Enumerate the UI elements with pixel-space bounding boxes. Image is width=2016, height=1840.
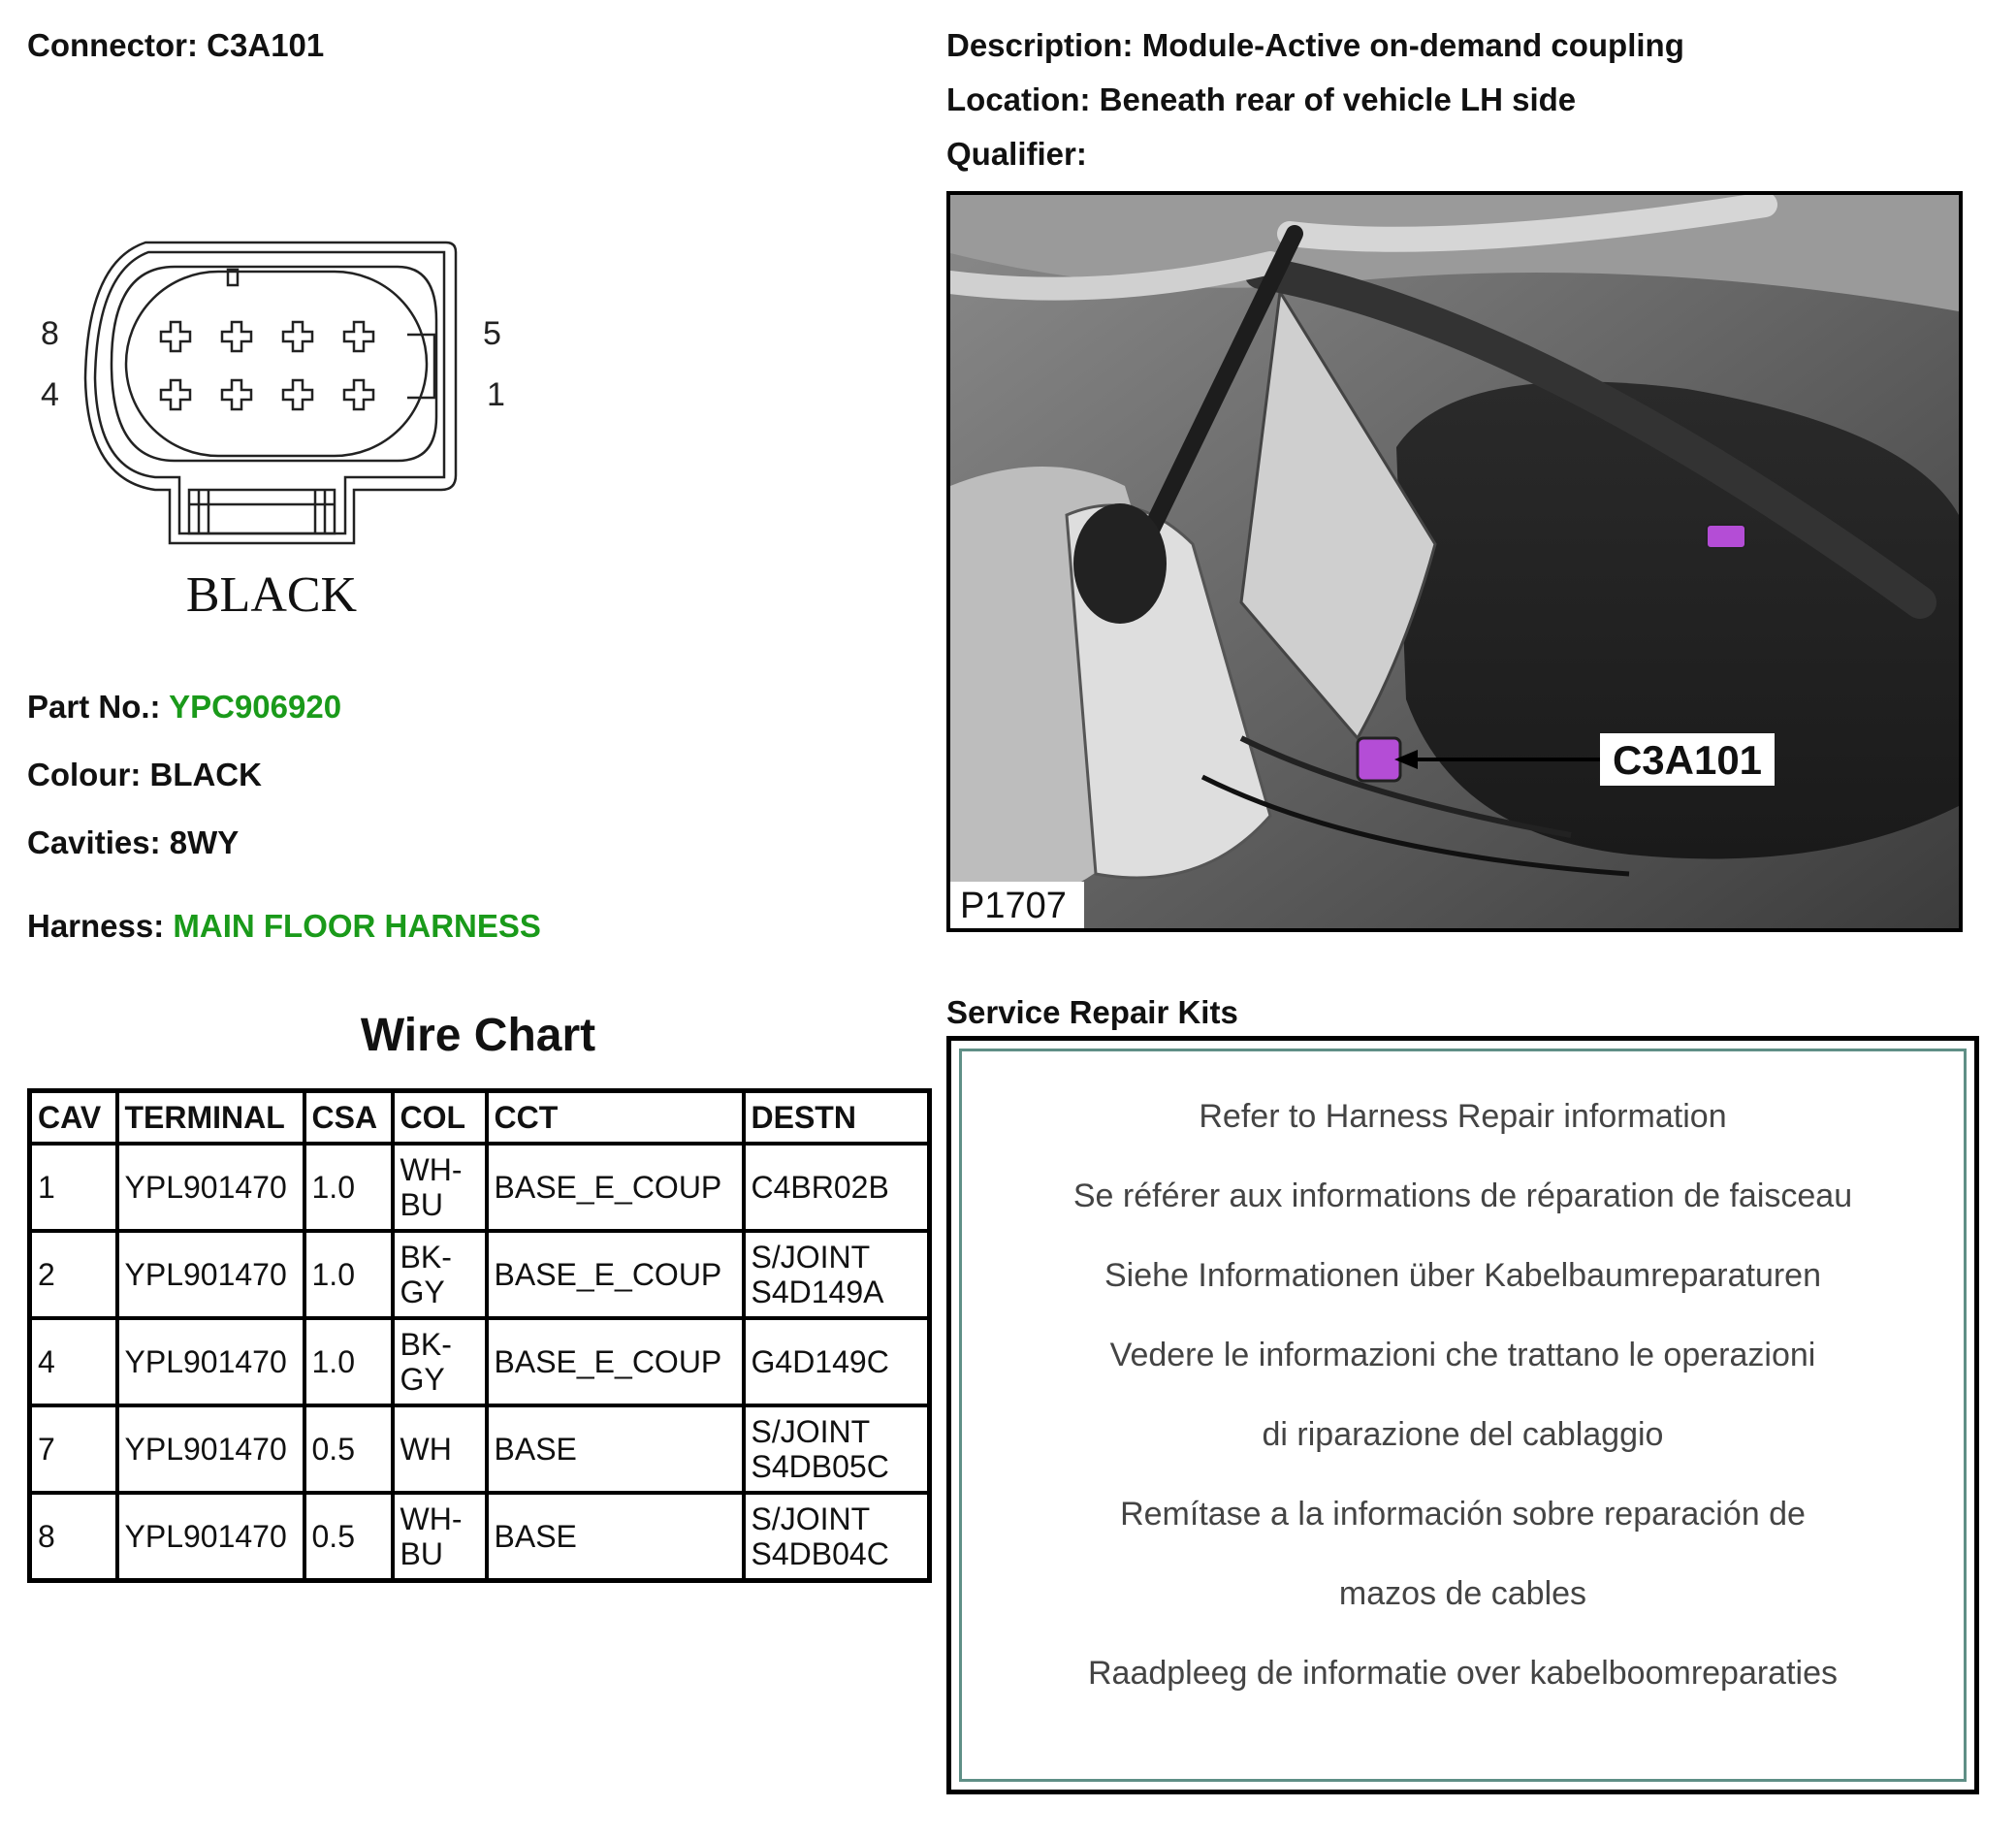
repair-kit-line: Se référer aux informations de réparation de faisceau xyxy=(1072,1178,1853,1214)
cavities: Cavities: 8WY xyxy=(27,824,240,860)
harness: Harness: MAIN FLOOR HARNESS xyxy=(27,908,541,944)
colour: Colour: BLACK xyxy=(27,757,262,792)
location-photo xyxy=(946,191,1963,932)
cavity-7 xyxy=(222,322,251,351)
cavity-3 xyxy=(222,380,251,409)
pin-label-8: 8 xyxy=(41,315,59,352)
table-row: 2 YPL901470 1.0 BK- GY BASE_E_COUP S/JOINT S4D149A xyxy=(30,1231,930,1318)
location-photo-illustration xyxy=(950,195,1959,928)
figure-id: P1707 xyxy=(960,886,1067,926)
col-header-col: COL xyxy=(393,1091,487,1145)
cavity-1 xyxy=(344,380,373,409)
repair-kits-title: Service Repair Kits xyxy=(946,994,1238,1030)
col-header-terminal: TERMINAL xyxy=(117,1091,304,1145)
col-header-cct: CCT xyxy=(487,1091,744,1145)
qualifier-label: Qualifier: xyxy=(946,136,1087,172)
cavity-4 xyxy=(161,380,190,409)
pin-label-1: 1 xyxy=(487,376,505,413)
housing-colour-text: BLACK xyxy=(185,567,358,621)
table-row: 4 YPL901470 1.0 BK- GY BASE_E_COUP G4D149C xyxy=(30,1318,930,1405)
cavity-grid xyxy=(161,322,373,409)
cavity-2 xyxy=(283,380,312,409)
repair-kit-line: Refer to Harness Repair information xyxy=(1199,1098,1727,1135)
cavity-6 xyxy=(283,322,312,351)
table-row: 8 YPL901470 0.5 WH- BU BASE S/JOINT S4DB04C xyxy=(30,1493,930,1581)
table-row: 1 YPL901470 1.0 WH- BU BASE_E_COUP C4BR02B xyxy=(30,1144,930,1231)
repair-kit-line: Vedere le informazioni che trattano le operazioni xyxy=(1109,1337,1816,1373)
part-number-value: YPC906920 xyxy=(169,689,342,725)
table-row: 7 YPL901470 0.5 WH BASE S/JOINT S4DB05C xyxy=(30,1405,930,1493)
repair-kit-line: Siehe Informationen über Kabelbaumreparaturen xyxy=(1104,1257,1822,1294)
col-header-csa: CSA xyxy=(304,1091,393,1145)
connector-face-diagram xyxy=(29,233,533,621)
description: Description: Module-Active on-demand coupling xyxy=(946,27,1684,63)
repair-kit-line: Remítase a la información sobre reparación de xyxy=(1120,1496,1806,1533)
col-header-destn: DESTN xyxy=(744,1091,930,1145)
cavity-5 xyxy=(344,322,373,351)
pin-label-4: 4 xyxy=(41,376,59,413)
location: Location: Beneath rear of vehicle LH side xyxy=(946,81,1577,117)
wire-chart-header-row xyxy=(30,1091,930,1145)
repair-kits-panel xyxy=(946,1036,1979,1794)
part-number: Part No.: YPC906920 xyxy=(27,689,342,725)
cavity-8 xyxy=(161,322,190,351)
repair-kit-line: Raadpleeg de informatie over kabelboomreparaties xyxy=(1087,1655,1839,1692)
connector-highlight xyxy=(1358,738,1400,781)
pin-label-5: 5 xyxy=(483,315,501,352)
wire-chart-table xyxy=(27,1088,932,1583)
wire-chart-title: Wire Chart xyxy=(360,1010,596,1061)
connector-id: C3A101 xyxy=(207,27,325,63)
repair-kit-line: di riparazione del cablaggio xyxy=(1262,1416,1664,1453)
repair-kits-inner xyxy=(959,1049,1967,1782)
repair-kit-line: mazos de cables xyxy=(1338,1575,1587,1612)
col-header-cav: CAV xyxy=(30,1091,117,1145)
connector-heading: Connector: C3A101 xyxy=(27,27,325,63)
photo-callout: C3A101 xyxy=(1612,737,1763,783)
harness-value: MAIN FLOOR HARNESS xyxy=(173,908,541,944)
